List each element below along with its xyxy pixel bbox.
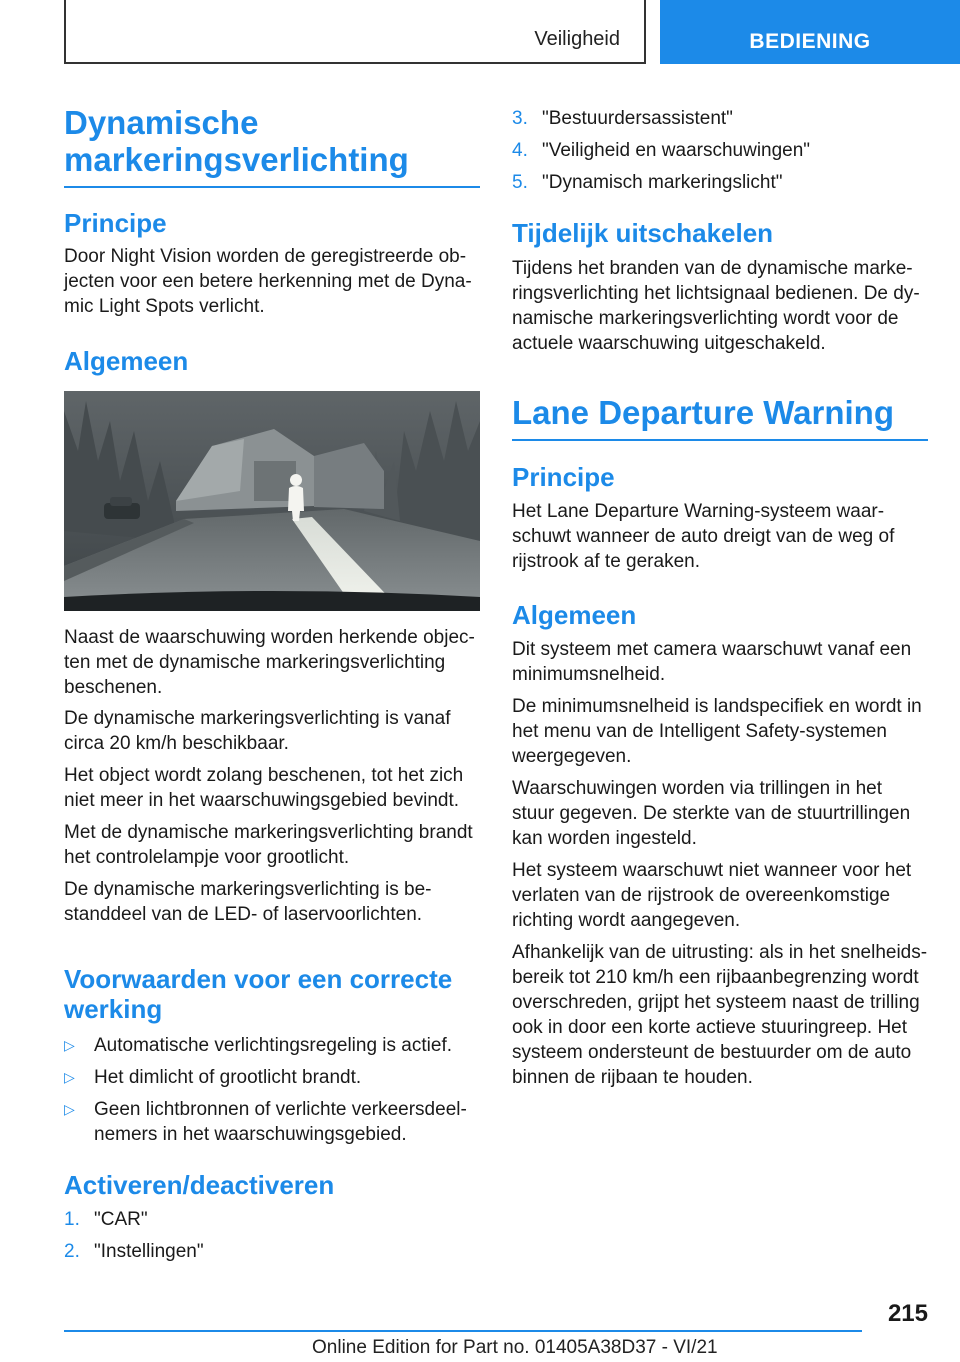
- footer-edition: Online Edition for Part no. 01405A38D37 - VI/21: [312, 1337, 718, 1358]
- heading-principe-ldw: Principe: [512, 462, 615, 492]
- heading-voorwaarden: Voorwaarden voor een correcte werking: [64, 964, 453, 1024]
- paragraph-landspecifiek: De minimumsnelheid is landspecifiek en wordt in het menu van de Intelligent Safety-systemen weergegeven.: [512, 696, 922, 767]
- heading-algemeen: Algemeen: [64, 346, 189, 376]
- paragraph-vanaf: De dynamische markeringsverlichting is vanaf circa 20 km/h beschikbaar.: [64, 708, 451, 754]
- paragraph-trillingen: Waarschuwingen worden via trillingen in het stuur gegeven. De sterkte van de stuurtrillingen kan worden ingesteld.: [512, 778, 911, 849]
- paragraph-richting: Het systeem waarschuwt niet wanneer voor het verlaten van de rijstrook de overeenkomstige richting wordt aangegeven.: [512, 860, 912, 931]
- triangle-right-icon: ▷: [64, 1069, 75, 1085]
- section-title-ldw: Lane Departure Warning: [512, 394, 928, 441]
- paragraph-controlelampje: Met de dynamische markeringsverlichting brandt het controlelampje voor grootlicht.: [64, 822, 473, 868]
- heading-tijdelijk: Tijdelijk uitschakelen: [512, 218, 774, 248]
- page-number: 215: [887, 1300, 928, 1327]
- paragraph-beschenen: Het object wordt zolang beschenen, tot het zich niet meer in het waarschuwingsgebied bevindt.: [64, 765, 464, 811]
- paragraph-principe-ldw: Het Lane Departure Warning-systeem waar- schuwt wanneer de auto dreigt van de weg of rijstrook af te geraken.: [512, 501, 895, 572]
- paragraph-principe: Door Night Vision worden de geregistreerde ob- jecten voor een betere herkenning met de Dyna- mic Light Spots verlicht.: [64, 246, 472, 317]
- header-chapter-tab[interactable]: BEDIENING: [660, 0, 960, 64]
- triangle-right-icon: ▷: [64, 1101, 75, 1117]
- paragraph-bestanddeel: De dynamische markeringsverlichting is be- standdeel van de LED- of laservoorlichten.: [64, 879, 432, 925]
- paragraph-minimumsnelheid: Dit systeem met camera waarschuwt vanaf een minimumsnelheid.: [512, 639, 912, 685]
- section-title-dynamische: Dynamische markeringsverlichting: [64, 104, 480, 188]
- paragraph-naast: Naast de waarschuwing worden herkende objec- ten met de dynamische markeringsverlichting beschenen.: [64, 627, 475, 698]
- heading-principe: Principe: [64, 208, 167, 238]
- triangle-right-icon: ▷: [64, 1037, 75, 1053]
- header-section: Veiligheid: [534, 28, 620, 50]
- header-box: [64, 0, 646, 64]
- paragraph-uitrusting: Afhankelijk van de uitrusting: als in het snelheids- bereik tot 210 km/h een rijbaanbegrenzing wordt overschreden, grijpt het systeem naast de trilling ook in door een korte actieve stuuringreep. Het systeem ondersteunt de bestuurder om de auto binnen de rijbaan te houden.: [512, 942, 928, 1088]
- footer-divider: [64, 1330, 862, 1332]
- paragraph-tijdelijk: Tijdens het branden van de dynamische marke- ringsverlichting het lichtsignaal bedienen. De dy- namische markeringsverlichting wordt voor de actuele waarschuwing uitgeschakeld.: [512, 258, 920, 354]
- night-vision-illustration: [64, 391, 480, 611]
- heading-algemeen-ldw: Algemeen: [512, 600, 637, 630]
- heading-activeren: Activeren/deactiveren: [64, 1170, 335, 1200]
